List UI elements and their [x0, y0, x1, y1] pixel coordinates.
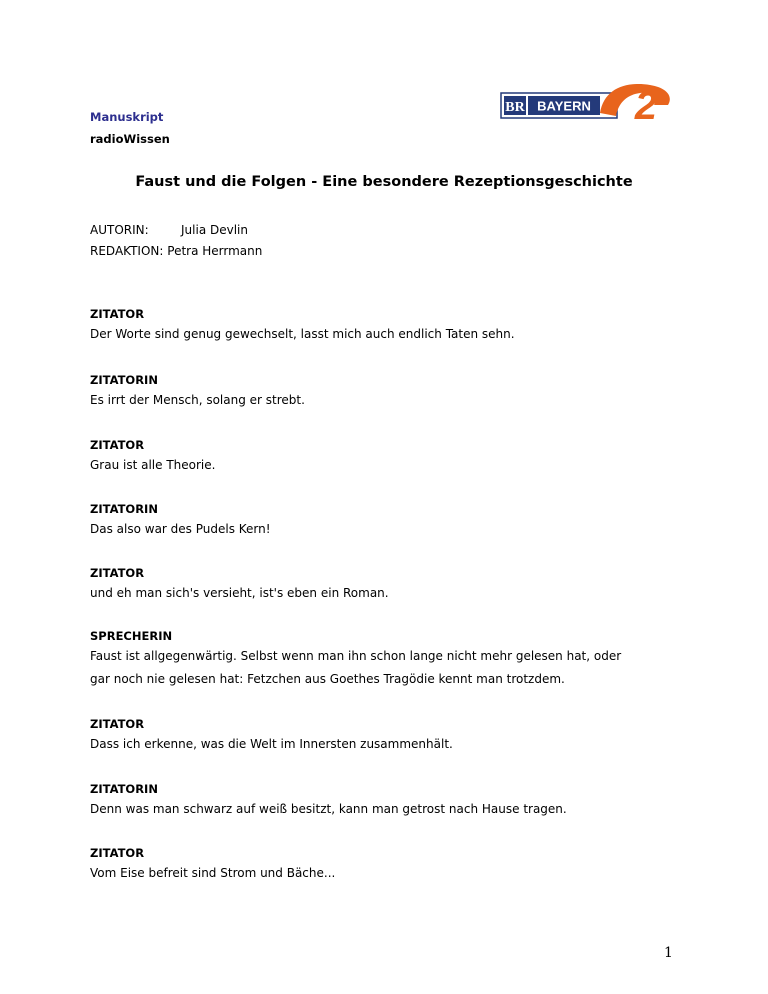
page-number: 1: [664, 945, 673, 961]
spoken-line: Faust ist allgegenwärtig. Selbst wenn man ihn schon lange nicht mehr gelesen hat, oder: [90, 649, 622, 663]
speaker-name: ZITATOR: [90, 438, 145, 452]
series-label: radioWissen: [90, 132, 170, 146]
spoken-line: Denn was man schwarz auf weiß besitzt, kann man getrost nach Hause tragen.: [90, 802, 567, 816]
script-block: [90, 306, 690, 346]
speaker-name: ZITATORIN: [90, 782, 158, 796]
speaker-name: SPRECHERIN: [90, 629, 173, 643]
spoken-line: Es irrt der Mensch, solang er strebt.: [90, 393, 305, 407]
author-value: Julia Devlin: [181, 223, 248, 237]
spoken-line: gar noch nie gelesen hat: Fetzchen aus Goethes Tragödie kennt man trotzdem.: [90, 672, 565, 686]
script-block: [90, 372, 690, 412]
speaker-name: ZITATOR: [90, 846, 145, 860]
bayern2-logo-graphic: [500, 83, 675, 125]
speaker-name: ZITATOR: [90, 307, 145, 321]
speaker-name: ZITATORIN: [90, 373, 158, 387]
speaker-name: ZITATORIN: [90, 502, 158, 516]
spoken-line: Grau ist alle Theorie.: [90, 458, 216, 472]
redaktion-row: [90, 244, 262, 258]
spoken-line: und eh man sich's versieht, ist's eben ein Roman.: [90, 586, 389, 600]
script-block: [90, 716, 690, 756]
script-block: [90, 781, 690, 821]
document-type-label: Manuskript: [90, 110, 164, 124]
spoken-line: Der Worte sind genug gewechselt, lasst mich auch endlich Taten sehn.: [90, 327, 515, 341]
author-label: AUTORIN:: [90, 223, 149, 237]
speaker-name: ZITATOR: [90, 717, 145, 731]
script-block: [90, 845, 690, 885]
redaktion-label: REDAKTION:: [90, 244, 164, 258]
script-block: [90, 437, 690, 477]
author-row: [90, 223, 248, 237]
station-logo-text: BAYERN: [537, 98, 591, 114]
spoken-line: Das also war des Pudels Kern!: [90, 522, 271, 536]
spoken-line: Vom Eise befreit sind Strom und Bäche...: [90, 866, 336, 880]
br-logo-text: BR: [505, 100, 525, 115]
spoken-line: Dass ich erkenne, was die Welt im Innersten zusammenhält.: [90, 737, 453, 751]
document-title: Faust und die Folgen - Eine besondere Rezeptionsgeschichte: [135, 174, 633, 190]
redaktion-value: Petra Herrmann: [167, 244, 263, 258]
script-block: [90, 501, 690, 541]
script-block: [90, 565, 690, 605]
script-block: [90, 628, 690, 691]
bayern2-logo: [500, 83, 675, 125]
number-logo-text: 2: [634, 84, 658, 125]
speaker-name: ZITATOR: [90, 566, 145, 580]
